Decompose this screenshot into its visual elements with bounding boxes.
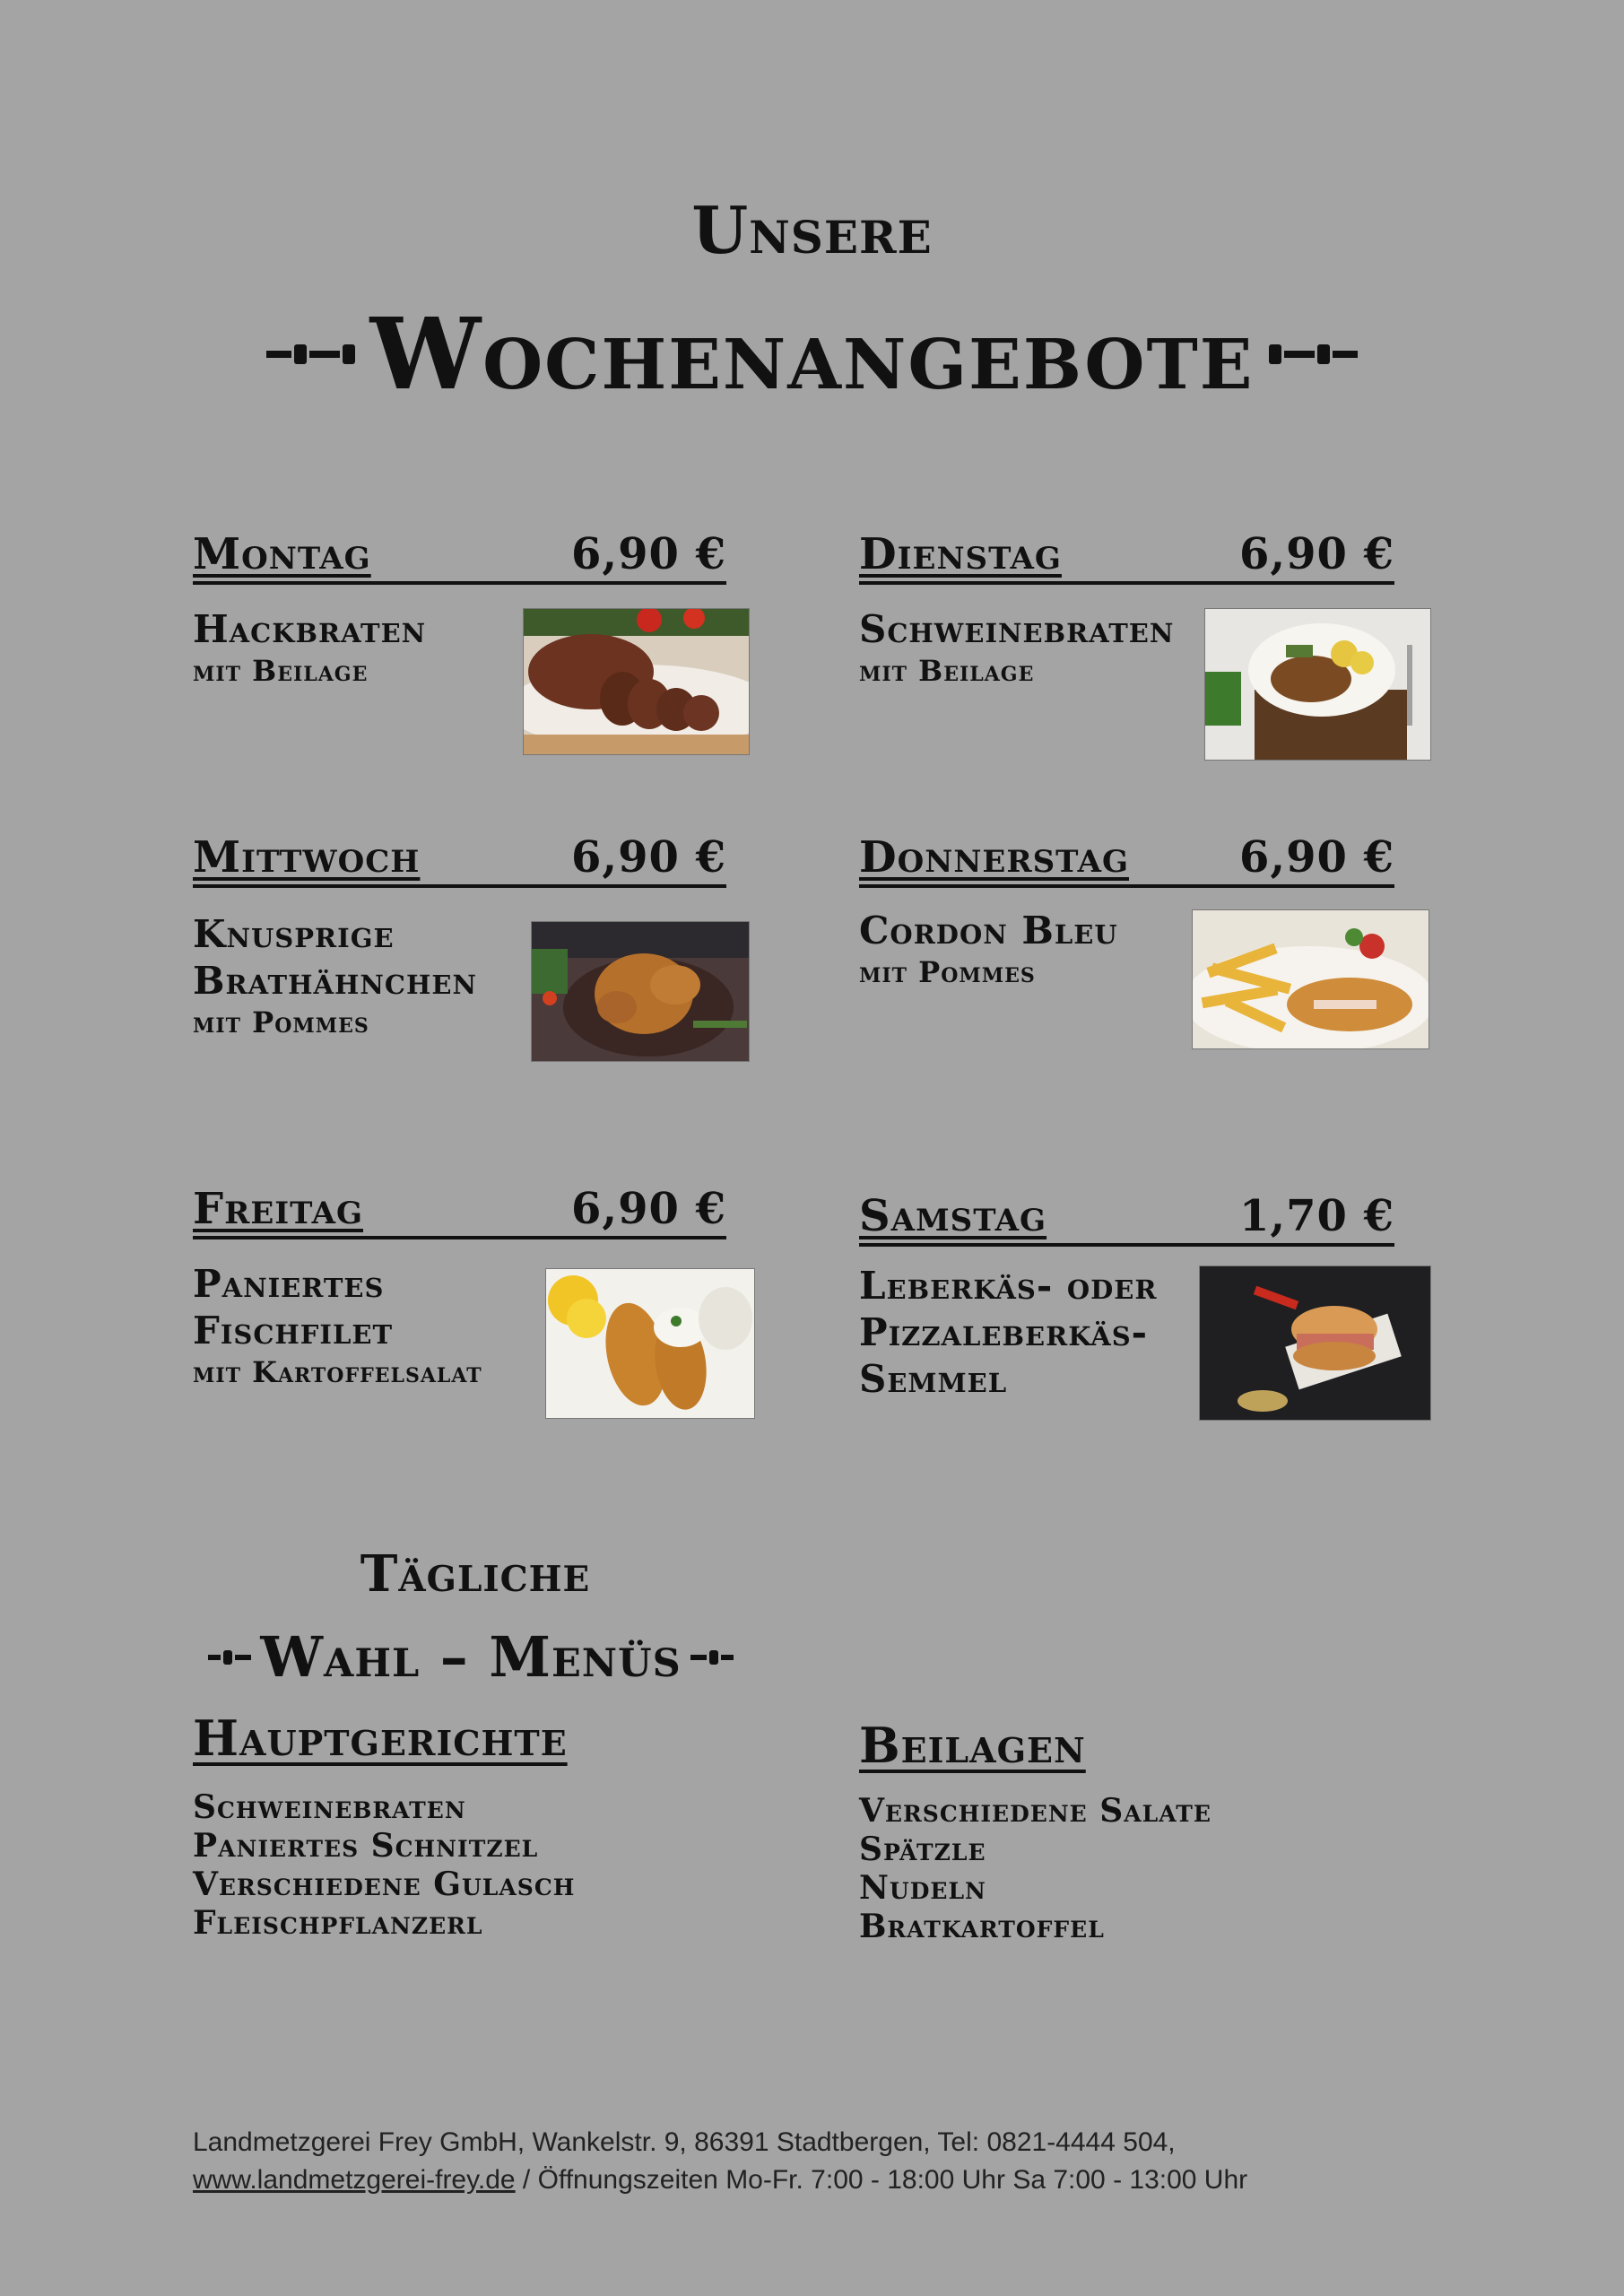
day-header — [859, 834, 1394, 888]
website-link[interactable]: www.landmetzgerei-frey.de — [193, 2165, 516, 2195]
day-header — [859, 1193, 1394, 1247]
decorative-ornament-right — [690, 1650, 734, 1665]
title-line-2-row — [0, 296, 1624, 413]
meatloaf-photo — [523, 608, 750, 755]
daily-menu-title-line-1: Tägliche — [360, 1544, 591, 1604]
day-price: 6,90 € — [1238, 832, 1394, 883]
list-item: Schweinebraten — [193, 1788, 466, 1826]
side-dishes-heading: Beilagen — [859, 1717, 1086, 1774]
dish-name-line-3: Semmel — [859, 1357, 1008, 1401]
day-price: 6,90 € — [570, 529, 726, 579]
dish-side: mit Kartoffelsalat — [193, 1355, 482, 1389]
day-block-dienstag — [859, 531, 1394, 585]
day-name: Freitag — [193, 1184, 364, 1234]
dish-name-line-1: Leberkäs- oder — [859, 1264, 1158, 1308]
main-dishes-heading: Hauptgerichte — [193, 1709, 568, 1767]
day-block-samstag — [859, 1193, 1394, 1247]
day-block-donnerstag — [859, 834, 1394, 888]
day-price: 6,90 € — [1238, 529, 1394, 579]
day-name: Montag — [193, 529, 371, 579]
day-block-freitag — [193, 1186, 726, 1239]
main-dishes-list — [193, 1788, 749, 1943]
dish-text-dienstag — [859, 606, 1236, 689]
day-block-mittwoch — [193, 834, 726, 888]
dish-name-line-2: Brathähnchen — [193, 959, 477, 1003]
dish-side: mit Pommes — [193, 1005, 369, 1039]
dish-name: Schweinebraten — [859, 607, 1175, 651]
list-item: Paniertes Schnitzel — [193, 1827, 539, 1865]
list-item: Spätzle — [859, 1831, 986, 1868]
dish-side: mit Beilage — [859, 654, 1035, 688]
fish-fillet-photo — [545, 1268, 755, 1419]
dish-name-line-2: Pizzaleberkäs- — [859, 1310, 1149, 1354]
list-item: Fleischpflanzerl — [193, 1904, 483, 1942]
title-line-1: Unsere — [691, 192, 933, 268]
list-item: Nudeln — [859, 1869, 986, 1907]
leberkaese-roll-photo — [1199, 1265, 1431, 1421]
decorative-ornament-right — [1266, 344, 1358, 364]
list-item: Verschiedene Gulasch — [193, 1866, 576, 1903]
decorative-ornament-left — [208, 1650, 251, 1665]
dish-text-montag — [193, 606, 516, 689]
dish-side: mit Pommes — [859, 955, 1036, 989]
roast-chicken-photo — [531, 921, 750, 1062]
daily-menu-title-row — [193, 1622, 749, 1693]
dish-name: Hackbraten — [193, 607, 427, 651]
day-header — [193, 834, 726, 888]
day-block-montag — [193, 531, 726, 585]
dish-name: Cordon Bleu — [859, 909, 1118, 952]
footer — [193, 2124, 1493, 2199]
day-header — [859, 531, 1394, 585]
dish-name-line-1: Knusprige — [193, 912, 395, 956]
page-title: Wochenangebote — [369, 296, 1255, 412]
day-header — [193, 531, 726, 585]
dish-name-line-2: Fischfilet — [193, 1309, 394, 1352]
opening-hours: / Öffnungszeiten Mo-Fr. 7:00 - 18:00 Uhr Sa 7:00 - 13:00 Uhr — [515, 2165, 1248, 2195]
day-name: Donnerstag — [859, 832, 1129, 883]
day-name: Samstag — [859, 1191, 1047, 1241]
day-price: 6,90 € — [570, 832, 726, 883]
day-price: 6,90 € — [570, 1184, 726, 1234]
day-header — [193, 1186, 726, 1239]
dish-text-freitag — [193, 1261, 551, 1390]
roast-pork-photo — [1204, 608, 1431, 761]
day-name: Dienstag — [859, 529, 1062, 579]
footer-line-2 — [193, 2161, 1493, 2199]
dish-text-samstag — [859, 1263, 1200, 1403]
dish-side: mit Beilage — [193, 654, 369, 688]
cordon-bleu-photo — [1192, 909, 1429, 1049]
dish-name-line-1: Paniertes — [193, 1262, 385, 1306]
day-name: Mittwoch — [193, 832, 421, 883]
dish-text-mittwoch — [193, 911, 534, 1040]
decorative-ornament-left — [266, 344, 358, 364]
dish-text-donnerstag — [859, 908, 1200, 990]
footer-address: Landmetzgerei Frey GmbH, Wankelstr. 9, 86391 Stadtbergen, Tel: 0821-4444 504, — [193, 2127, 1176, 2157]
list-item: Verschiedene Salate — [859, 1792, 1211, 1830]
side-dishes-list — [859, 1792, 1415, 1946]
list-item: Bratkartoffel — [859, 1908, 1105, 1945]
day-price: 1,70 € — [1238, 1191, 1394, 1241]
daily-menu-title: Wahl – Menüs — [260, 1624, 682, 1690]
